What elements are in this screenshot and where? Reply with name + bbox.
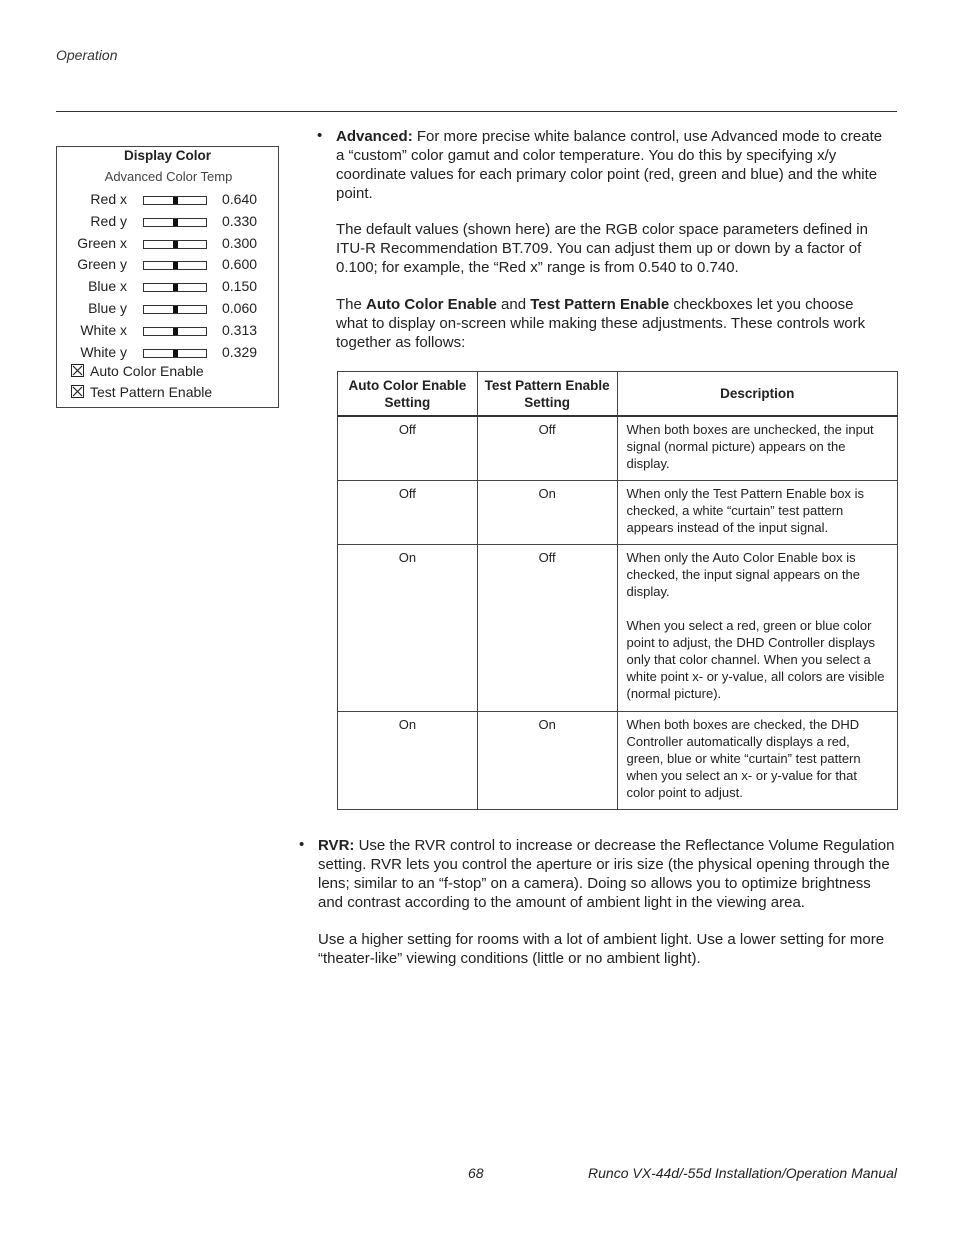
setting-slider[interactable] (143, 196, 207, 205)
setting-slider[interactable] (143, 283, 207, 292)
table-row (338, 712, 898, 810)
table-row (338, 416, 898, 481)
table-row (338, 545, 898, 712)
table-cell: When both boxes are unchecked, the input signal (normal picture) appears on the display. (617, 416, 898, 481)
display-color-panel (56, 146, 279, 408)
checkbox-checked-icon (71, 385, 84, 398)
text-line: 0.100; for example, the “Red x” range is from 0.540 to 0.740. (336, 259, 739, 276)
auto-color-enable-term: Auto Color Enable (366, 296, 497, 313)
text-span: and (501, 296, 527, 313)
column-header: Auto Color Enable Setting (338, 372, 478, 417)
color-setting-row (57, 256, 280, 276)
text-line: For more precise white balance control, use Advanced mode to create (416, 128, 883, 145)
checkbox-label: Test Pattern Enable (90, 384, 213, 400)
slider-thumb[interactable] (173, 262, 178, 269)
text-line: and contrast according to the amount of ambient light in the viewing area. (318, 894, 805, 911)
setting-slider[interactable] (143, 218, 207, 227)
manual-title: Runco VX-44d/-55d Installation/Operation Manual (588, 1165, 897, 1181)
checkbox-label: Auto Color Enable (90, 363, 204, 379)
advanced-paragraph-3 (336, 295, 901, 352)
table-cell: On (477, 712, 617, 810)
setting-value: 0.313 (222, 322, 258, 338)
text-line: lens; similar to an “f-stop” on a camera). Doing so allows you to optimize brightness (318, 875, 871, 892)
bullet-marker: • (299, 836, 305, 853)
table-cell (617, 545, 898, 712)
header-rule (56, 111, 897, 112)
table-cell: Off (477, 545, 617, 712)
text-line: “theater-like” viewing conditions (little or no ambient light). (318, 950, 701, 967)
color-setting-row (57, 191, 280, 211)
setting-slider[interactable] (143, 261, 207, 270)
panel-title: Display Color (123, 148, 212, 163)
setting-value: 0.330 (222, 213, 258, 229)
table-cell: Off (338, 416, 478, 481)
table-cell: On (338, 712, 478, 810)
slider-thumb[interactable] (173, 306, 178, 313)
color-setting-row (57, 322, 280, 342)
bullet-marker: • (317, 127, 323, 144)
cell-paragraph: When you select a red, green or blue color point to adjust, the DHD Controller displays only that color channel. When you select a white point x- or y-value, all colors are visible (normal picture). (626, 618, 885, 701)
text-line: together as follows: (336, 334, 466, 351)
running-header: Operation (56, 47, 118, 63)
text-line: a “custom” color gamut and color temperature. You do this by specifying x/y (336, 147, 837, 164)
table-row (338, 481, 898, 545)
setting-label: White y (80, 344, 127, 360)
text-line: point. (336, 185, 373, 202)
advanced-paragraph-1 (336, 127, 901, 203)
table-header-row (338, 372, 898, 417)
checkbox-checked-icon (71, 364, 84, 377)
rvr-paragraph-2 (318, 930, 903, 968)
setting-slider[interactable] (143, 305, 207, 314)
rvr-term: RVR: (318, 837, 355, 854)
color-setting-row (57, 213, 280, 233)
slider-thumb[interactable] (173, 241, 178, 248)
text-span: checkboxes let you choose (673, 296, 854, 313)
text-line: setting. RVR lets you control the aperture or iris size (the physical opening through the (318, 856, 890, 873)
table-cell: On (338, 545, 478, 712)
setting-value: 0.300 (222, 235, 258, 251)
text-line: The default values (shown here) are the RGB color space parameters defined in (336, 221, 868, 238)
setting-label: Blue y (88, 300, 127, 316)
auto-color-enable-checkbox[interactable] (71, 363, 204, 381)
table-cell: Off (338, 481, 478, 545)
text-span: The (336, 296, 362, 313)
color-setting-row (57, 278, 280, 298)
color-setting-row (57, 300, 280, 320)
setting-value: 0.600 (222, 256, 258, 272)
color-setting-row (57, 235, 280, 255)
setting-slider[interactable] (143, 349, 207, 358)
text-span: Use the RVR control to increase or decrease the Reflectance Volume Regulation (358, 837, 895, 854)
text-line: coordinate values for each primary color point (red, green and blue) and the white (336, 166, 878, 183)
table-cell: When only the Test Pattern Enable box is checked, a white “curtain” test pattern appears instead of the input signal. (617, 481, 898, 545)
text-line: Use a higher setting for rooms with a lot of ambient light. Use a lower setting for more (318, 931, 885, 948)
setting-value: 0.060 (222, 300, 258, 316)
setting-value: 0.329 (222, 344, 258, 360)
setting-label: Red x (90, 191, 127, 207)
column-header: Description (617, 372, 898, 417)
setting-label: Green x (77, 235, 127, 251)
page-number: 68 (468, 1165, 484, 1181)
slider-thumb[interactable] (173, 219, 178, 226)
test-pattern-enable-checkbox[interactable] (71, 384, 212, 402)
panel-subtitle: Advanced Color Temp (104, 169, 233, 184)
table-cell: On (477, 481, 617, 545)
cell-paragraph: When only the Auto Color Enable box is checked, the input signal appears on the display. (626, 550, 860, 599)
setting-label: Blue x (88, 278, 127, 294)
slider-thumb[interactable] (173, 284, 178, 291)
column-header: Test Pattern Enable Setting (477, 372, 617, 417)
text-line: ITU-R Recommendation BT.709. You can adjust them up or down by a factor of (336, 240, 862, 257)
setting-slider[interactable] (143, 327, 207, 336)
table-cell: Off (477, 416, 617, 481)
setting-slider[interactable] (143, 240, 207, 249)
settings-table (337, 371, 898, 810)
setting-value: 0.640 (222, 191, 258, 207)
text-line: what to display on-screen while making these adjustments. These controls work (336, 315, 866, 332)
setting-label: White x (80, 322, 127, 338)
advanced-paragraph-2 (336, 220, 901, 277)
setting-label: Green y (77, 256, 127, 272)
table-cell: When both boxes are checked, the DHD Controller automatically displays a red, green, blue or white “curtain” test pattern when you select an x- or y-value for that color point to adjust. (617, 712, 898, 810)
rvr-paragraph-1 (318, 836, 903, 912)
slider-thumb[interactable] (173, 328, 178, 335)
slider-thumb[interactable] (173, 197, 178, 204)
setting-label: Red y (90, 213, 127, 229)
advanced-term: Advanced: (336, 128, 413, 145)
setting-value: 0.150 (222, 278, 258, 294)
test-pattern-enable-term: Test Pattern Enable (530, 296, 670, 313)
slider-thumb[interactable] (173, 350, 178, 357)
color-setting-row (57, 344, 280, 364)
